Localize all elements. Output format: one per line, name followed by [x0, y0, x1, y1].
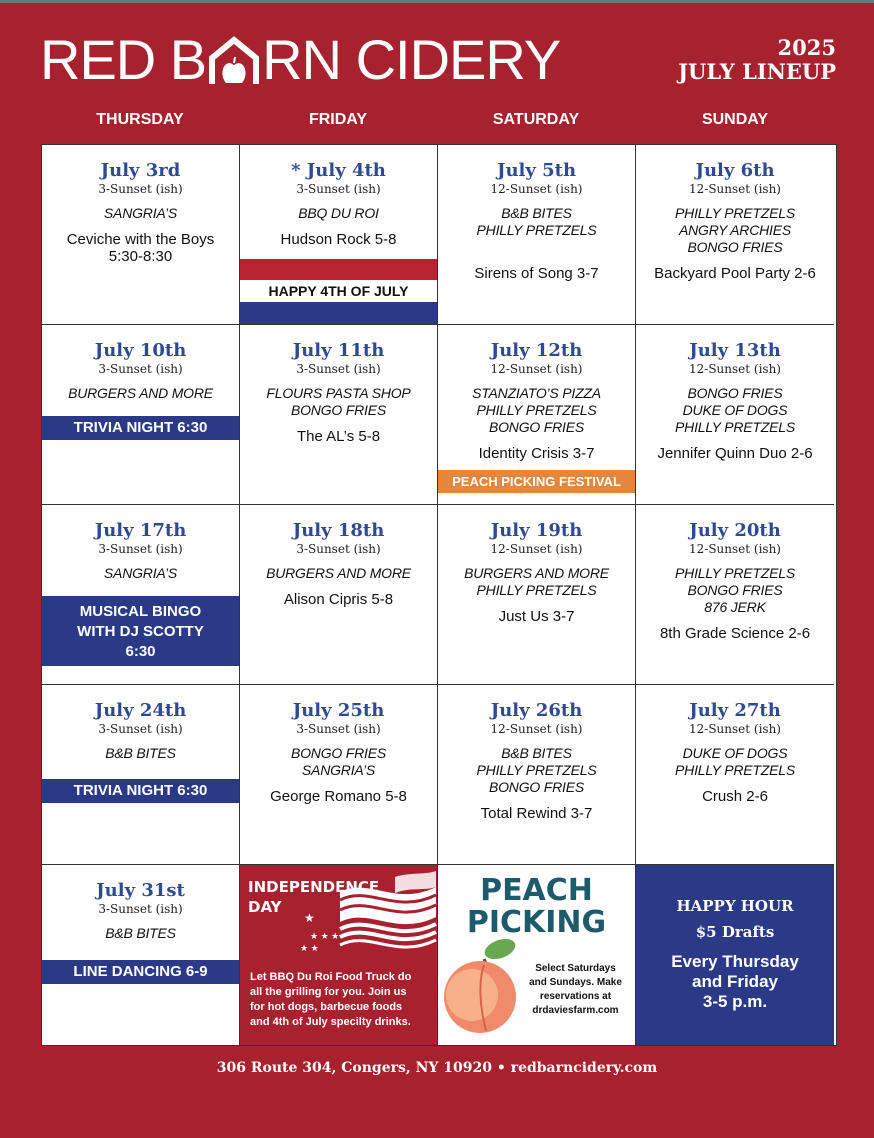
- date-label: July 12th: [490, 340, 583, 361]
- top-border: [0, 0, 874, 3]
- food-item: BURGERS AND MORE: [266, 565, 411, 581]
- food-item: ANGRY ARCHIES: [678, 222, 792, 238]
- body-line: Select Saturdays: [535, 963, 616, 974]
- body-line: and Friday: [692, 972, 778, 991]
- date-label: July 20th: [689, 520, 781, 541]
- hours: 3-Sunset (ish): [98, 542, 183, 556]
- food-item: PHILLY PRETZELS: [476, 762, 597, 778]
- date-label: July 25th: [292, 700, 385, 721]
- happy-hour-body: [636, 952, 834, 1012]
- hours: 3-Sunset (ish): [98, 362, 183, 376]
- hours: 3-Sunset (ish): [296, 542, 381, 556]
- musical-bingo-banner: [42, 596, 239, 666]
- brand-name-right: RN CIDERY: [262, 28, 561, 91]
- banner-line: MUSICAL BINGO: [79, 603, 202, 620]
- food-item: STANZIATO’S PIZZA: [472, 385, 601, 401]
- food-item: PHILLY PRETZELS: [476, 222, 597, 238]
- independence-title-line: INDEPENDENCE: [248, 878, 380, 896]
- date-label: July 19th: [490, 520, 583, 541]
- music-act: Ceviche with the Boys: [66, 231, 215, 248]
- lineup-heading: [678, 36, 836, 84]
- food-list: [636, 205, 834, 256]
- food-item: PHILLY PRETZELS: [675, 205, 795, 221]
- food-item: BONGO FRIES: [290, 402, 387, 418]
- date-label: July 18th: [292, 520, 385, 541]
- day-cell-july-31: [42, 865, 240, 1045]
- independence-title: [248, 877, 379, 917]
- day-cell-july-20: [636, 505, 834, 685]
- body-line: Every Thursday: [671, 952, 799, 971]
- independence-body: [244, 970, 436, 1030]
- flag-blue-stripe: [240, 302, 437, 324]
- body-line: reservations at: [539, 991, 612, 1002]
- hours: 12-Sunset (ish): [490, 182, 583, 196]
- date-label: July 24th: [94, 700, 187, 721]
- day-cell-july-12: [438, 325, 636, 505]
- date-label: July 3rd: [100, 160, 181, 181]
- music-act: Hudson Rock 5-8: [280, 231, 397, 248]
- happy-hour-promo: [636, 865, 834, 1045]
- hours: 12-Sunset (ish): [689, 542, 781, 556]
- food-list: [240, 565, 437, 582]
- music-act: The AL’s 5-8: [296, 428, 381, 445]
- food-list: [438, 205, 635, 239]
- day-cell-july-11: [240, 325, 438, 505]
- music-act: Just Us 3-7: [498, 608, 575, 625]
- peach-icon: [440, 937, 522, 1037]
- peach-title-line: PICKING: [466, 905, 607, 940]
- day-cell-july-3: [42, 145, 240, 325]
- food-list: [240, 205, 437, 222]
- peach-festival-banner: PEACH PICKING FESTIVAL: [438, 470, 635, 493]
- food-list: [42, 925, 239, 942]
- food-item: BONGO FRIES: [488, 419, 585, 435]
- music-time: 5:30-8:30: [108, 248, 173, 265]
- music-act: George Romano 5-8: [270, 788, 407, 805]
- hours: 12-Sunset (ish): [490, 362, 583, 376]
- svg-text:★: ★: [304, 911, 315, 925]
- brand-name-left: RED B: [40, 28, 207, 91]
- hours: 12-Sunset (ish): [689, 362, 781, 376]
- body-line: 3-5 p.m.: [702, 992, 768, 1011]
- hours: 12-Sunset (ish): [490, 542, 583, 556]
- food-item: B&B BITES: [105, 925, 176, 941]
- food-item: BONGO FRIES: [290, 745, 387, 761]
- music-act: Jennifer Quinn Duo 2-6: [657, 445, 813, 462]
- food-list: [438, 745, 635, 796]
- body-line: Let BBQ Du Roi Food Truck do: [250, 971, 412, 983]
- flag-red-stripe: [240, 259, 437, 280]
- day-header-thursday: THURSDAY: [96, 111, 184, 128]
- food-item: DUKE OF DOGS: [682, 402, 788, 418]
- music-act: Total Rewind 3-7: [480, 805, 593, 822]
- date-label: July 27th: [689, 700, 781, 721]
- day-cell-july-25: [240, 685, 438, 865]
- day-cell-july-6: [636, 145, 834, 325]
- food-item: SANGRIA’S: [103, 205, 178, 221]
- food-item: B&B BITES: [105, 745, 176, 761]
- food-item: BONGO FRIES: [687, 385, 783, 401]
- body-line: for hot dogs, barbecue foods: [250, 1001, 403, 1013]
- music-act: Identity Crisis 3-7: [478, 445, 595, 462]
- body-line: all the grilling for you. Join us: [250, 986, 407, 998]
- body-line: and Sundays. Make: [529, 977, 622, 988]
- food-list: [636, 385, 834, 436]
- peach-picking-promo: [438, 865, 636, 1045]
- music-act: Sirens of Song 3-7: [474, 265, 599, 282]
- independence-title-line: DAY: [248, 898, 282, 916]
- independence-day-promo: [240, 865, 438, 1045]
- food-list: [636, 565, 834, 616]
- date-label: * July 4th: [291, 160, 386, 181]
- day-cell-july-13: [636, 325, 834, 505]
- food-item: PHILLY PRETZELS: [675, 762, 795, 778]
- day-header-saturday: SATURDAY: [492, 111, 580, 128]
- food-list: [42, 565, 239, 582]
- date-label: July 11th: [292, 340, 385, 361]
- body-line: and 4th of July specilty drinks.: [250, 1016, 411, 1028]
- hours: 3-Sunset (ish): [296, 362, 381, 376]
- day-cell-july-26: [438, 685, 636, 865]
- hours: 12-Sunset (ish): [689, 722, 781, 736]
- day-cell-july-19: [438, 505, 636, 685]
- date-label: July 26th: [490, 700, 583, 721]
- food-item: BONGO FRIES: [687, 582, 783, 598]
- food-item: 876 JERK: [704, 599, 766, 615]
- food-list: [240, 745, 437, 779]
- food-list: [42, 205, 239, 222]
- food-item: B&B BITES: [501, 205, 572, 221]
- peach-title: [438, 875, 635, 939]
- date-label: July 17th: [94, 520, 187, 541]
- trivia-night-banner: TRIVIA NIGHT 6:30: [42, 779, 239, 803]
- line-dancing-banner: LINE DANCING 6-9: [42, 960, 239, 984]
- svg-text:★ ★ ★: ★ ★ ★: [310, 931, 340, 941]
- happy-hour-drafts: $5 Drafts: [695, 923, 775, 941]
- peach-title-line: PEACH: [480, 873, 593, 908]
- peach-body: [518, 962, 633, 1018]
- date-label: July 13th: [689, 340, 781, 361]
- food-item: SANGRIA’S: [301, 762, 376, 778]
- food-item: BURGERS AND MORE: [68, 385, 213, 401]
- hours: 3-Sunset (ish): [98, 902, 183, 916]
- hours: 12-Sunset (ish): [689, 182, 781, 196]
- food-item: FLOURS PASTA SHOP: [266, 385, 411, 401]
- banner-line: WITH DJ SCOTTY: [77, 623, 204, 640]
- food-item: BURGERS AND MORE: [464, 565, 609, 581]
- food-item: BBQ DU ROI: [298, 205, 379, 221]
- barn-apple-icon: [208, 36, 260, 86]
- calendar-grid: [41, 144, 837, 1046]
- body-line: drdaviesfarm.com: [532, 1005, 619, 1016]
- happy-hour-title: HAPPY HOUR: [676, 897, 794, 915]
- food-list: [438, 385, 635, 436]
- music-act: 8th Grade Science 2-6: [659, 625, 811, 642]
- day-header-friday: FRIDAY: [308, 111, 368, 128]
- hours: 3-Sunset (ish): [296, 722, 381, 736]
- day-cell-july-18: [240, 505, 438, 685]
- day-cell-july-10: [42, 325, 240, 505]
- banner-line: 6:30: [125, 643, 156, 660]
- food-item: BONGO FRIES: [488, 779, 585, 795]
- lineup-title: JULY LINEUP: [678, 59, 836, 84]
- day-cell-july-27: [636, 685, 834, 865]
- food-list: [438, 565, 635, 599]
- food-item: PHILLY PRETZELS: [476, 402, 597, 418]
- food-list: [240, 385, 437, 419]
- date-label: July 5th: [496, 160, 577, 181]
- trivia-night-banner: TRIVIA NIGHT 6:30: [42, 416, 239, 440]
- footer-address: 306 Route 304, Congers, NY 10920 • redbarncidery.com: [216, 1060, 658, 1076]
- date-label: July 31st: [96, 880, 185, 901]
- food-item: PHILLY PRETZELS: [476, 582, 597, 598]
- date-label: July 6th: [695, 160, 775, 181]
- hours: 3-Sunset (ish): [98, 182, 183, 196]
- svg-text:★ ★: ★ ★: [300, 943, 319, 953]
- food-item: DUKE OF DOGS: [682, 745, 788, 761]
- food-list: [636, 745, 834, 779]
- food-item: PHILLY PRETZELS: [675, 565, 795, 581]
- music-act: Backyard Pool Party 2-6: [654, 265, 816, 282]
- year: 2025: [777, 35, 836, 60]
- food-list: [42, 745, 239, 762]
- date-label: July 10th: [94, 340, 187, 361]
- day-header-sunday: SUNDAY: [701, 111, 769, 128]
- hours: 12-Sunset (ish): [490, 722, 583, 736]
- hours: 3-Sunset (ish): [296, 182, 381, 196]
- music-act: Crush 2-6: [702, 788, 768, 805]
- day-cell-july-4: [240, 145, 438, 325]
- day-cell-july-17: [42, 505, 240, 685]
- day-cell-july-24: [42, 685, 240, 865]
- food-list: [42, 385, 239, 402]
- brand-logo: [40, 28, 561, 91]
- food-item: BONGO FRIES: [687, 239, 783, 255]
- food-item: PHILLY PRETZELS: [675, 419, 795, 435]
- food-item: B&B BITES: [501, 745, 572, 761]
- hours: 3-Sunset (ish): [98, 722, 183, 736]
- food-item: SANGRIA’S: [103, 565, 178, 581]
- day-cell-july-5: [438, 145, 636, 325]
- music-act: Alison Cipris 5-8: [283, 591, 394, 608]
- happy-4th-banner: HAPPY 4TH OF JULY: [240, 280, 437, 302]
